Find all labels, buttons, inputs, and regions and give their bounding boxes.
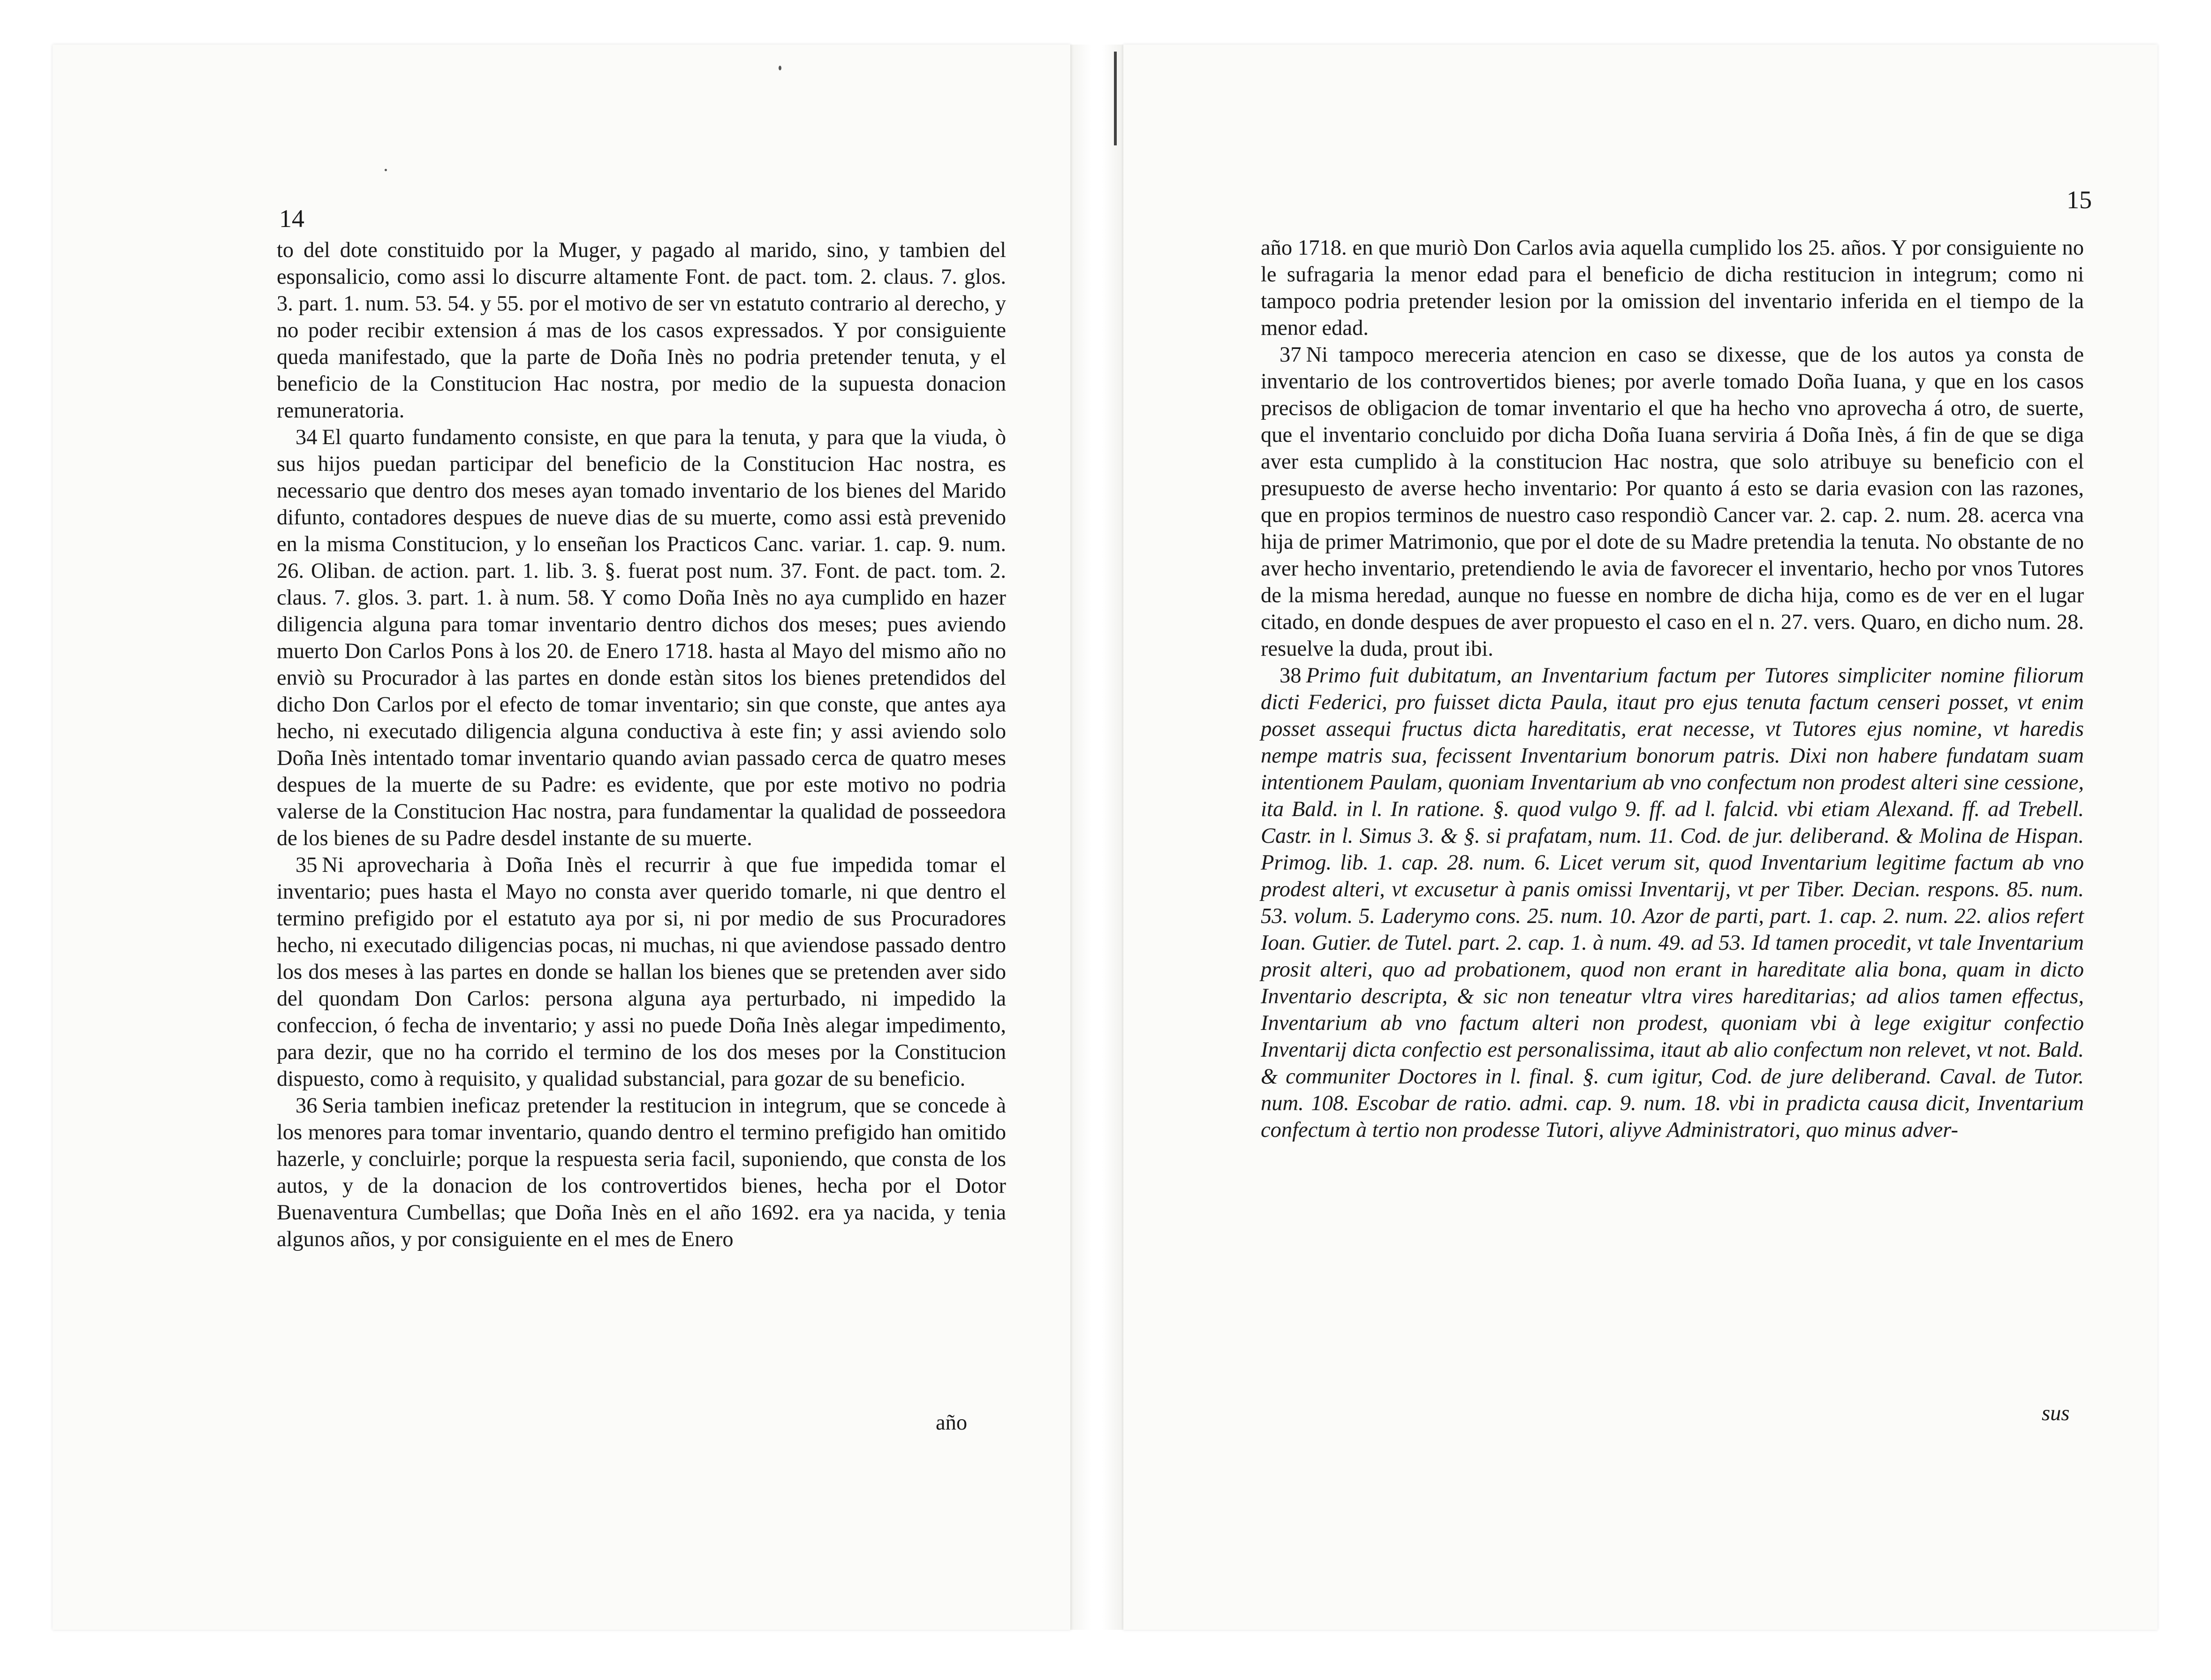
paragraph-number: 36 bbox=[295, 1094, 318, 1118]
paragraph-continued: to del dote constituido por la Muger, y pagado al marido, sino, y tambien del esponsalicio, como assi lo discurre altamente Font. de pact. tom. 2. claus. 7. glos. 3. part. 1. num. 53. 54. y 55. por el motivo de ser vn estatuto contrario al derecho, y no poder recibir extension á mas de los casos expressados. Y por consiguiente queda manifestado, que la parte de Doña Inès no podria pretender tenuta, y el beneficio de la Constitucion Hac nostra, por medio de la supuesta donacion remuneratoria. bbox=[277, 238, 1006, 423]
paragraph-number: 34 bbox=[295, 425, 318, 449]
page-number-left: 14 bbox=[279, 204, 304, 233]
catchword-right: sus bbox=[2042, 1401, 2070, 1425]
paragraph-38-latin-quote: 38 Primo fuit dubitatum, an Inventarium factum per Tutores simpliciter nomine filiorum dicti Federici, pro fuisset dicta Paula, itaut pro ejus tenuta factum censeri posset, vt enim posset assequi fructus dicta hareditatis, erat necesse, vt Tutores ejus nomine, vt haredis nempe matris sua, fecissent Inventarium bonorum patris. Dixi non habere fundatam suam intentionem Paulam, quoniam Inventarium ab vno confectum non prodest alteri sine cessione, ita Bald. in l. In ratione. §. quod vulgo 9. ff. ad l. falcid. vbi etiam Alexand. ff. ad Trebell. Castr. in l. Simus 3. & §. si prafatam, num. 11. Cod. de jur. deliberand. & Molina de Hispan. Primog. lib. 1. cap. 28. num. 6. Licet verum sit, quod Inventarium legitime factum ab vno prodest alteri, vt excusetur à panis omissi Inventarij, vt per Tiber. Decian. respons. 85. num. 53. volum. 5. Laderymo cons. 25. num. 10. Azor de parti, part. 1. cap. 2. num. 22. alios refert Ioan. Gutier. de Tutel. part. 2. cap. 1. à num. 49. ad 53. Id tamen procedit, vt tale Inventarium prosit alteri, quo ad probationem, quod non erant in hareditate alia bona, quam in dicto Inventario descripta, & sic non teneatur vltra vires hareditarias; ad alios tamen effectus, Inventarium ab vno factum alteri non prodest, quoniam vbi à lege exigitur confectio Inventarij dicta confectio est personalissima, itaut ab alio confectum non relevet, vt not. Bald. & communiter Doctores in l. final. §. cum igitur, Cod. de jure deliberand. Caval. de Tutor. num. 108. Escobar de ratio. admi. cap. 9. num. 18. vbi in pradicta causa dicit, Inventarium confectum à tertio non prodesse Tutori, aliyve Administratori, quo minus adver- bbox=[1261, 664, 2084, 1142]
right-page bbox=[1123, 45, 2158, 1630]
page-number-right: 15 bbox=[2067, 186, 2092, 214]
right-page-text bbox=[1261, 235, 2084, 1143]
paragraph-number: 38 bbox=[1280, 664, 1302, 688]
left-page bbox=[53, 45, 1071, 1630]
gutter-shadow-mark bbox=[1114, 52, 1117, 145]
paragraph-35: 35 Ni aprovecharia à Doña Inès el recurrir à que fue impedida tomar el inventario; pues hasta el Mayo no consta aver querido tomarle, ni que dentro el termino prefigido por el estatuto aya por si, ni por medio de sus Procuradores hecho, ni executado diligencias pocas, ni muchas, ni que aviendose passado dentro los dos meses à las partes en donde se hallan los bienes que se pretenden aver sido del quondam Don Carlos: persona alguna aya perturbado, ni impedido la confeccion, ó fecha de inventario; y assi no puede Doña Inès alegar impedimento, para dezir, que no ha corrido el termino de los dos meses por la Constitucion dispuesto, como à requisito, y qualidad substancial, para gozar de su beneficio. bbox=[277, 853, 1006, 1091]
catchword-left: año bbox=[936, 1411, 968, 1435]
book-gutter bbox=[1070, 45, 1123, 1630]
ink-speck bbox=[385, 169, 387, 171]
left-page-text bbox=[277, 237, 1006, 1253]
paragraph-36: 36 Seria tambien ineficaz pretender la restitucion in integrum, que se concede à los menores para tomar inventario, quando dentro el termino prefigido han omitido hazerle, y concluirle; porque la respuesta seria facil, suponiendo, que consta de los autos, y de la donacion de los controvertidos bienes, hecha por el Dotor Buenaventura Cumbellas; que Doña Inès en el año 1692. era ya nacida, y tenia algunos años, y por consiguiente en el mes de Enero bbox=[277, 1094, 1006, 1251]
paragraph-34: 34 El quarto fundamento consiste, en que para la tenuta, y para que la viuda, ò sus hijos puedan participar del beneficio de la Constitucion Hac nostra, es necessario que dentro dos meses ayan tomado inventario de los bienes del Marido difunto, contadores despues de nueve dias de su muerte, como assi està prevenido en la misma Constitucion, y lo enseñan los Practicos Canc. variar. 1. cap. 9. num. 26. Oliban. de action. part. 1. lib. 3. §. fuerat post num. 37. Font. de pact. tom. 2. claus. 7. glos. 3. part. 1. à num. 58. Y como Doña Inès no aya cumplido en hazer diligencia alguna para tomar inventario dentro dichos dos meses; pues aviendo muerto Don Carlos Pons à los 20. de Enero 1718. hasta al Mayo del mismo año no enviò su Procurador à las partes en donde estàn sitos los bienes pretendidos del dicho Don Carlos por el efecto de tomar inventario; sin que conste, que antes aya hecho, ni executado diligencia alguna conductiva à este fin; y assi aviendo solo Doña Inès intentado tomar inventario quando avian passado cerca de quatro meses despues de la muerte de su Padre: es evidente, que por este motivo no podria valerse de la Constitucion Hac nostra, para fundamentar la qualidad de posseedora de los bienes de su Padre desdel instante de su muerte. bbox=[277, 425, 1006, 850]
paragraph-number: 35 bbox=[295, 853, 318, 877]
paragraph-number: 37 bbox=[1280, 343, 1302, 367]
ink-speck bbox=[779, 66, 781, 70]
paragraph-37: 37 Ni tampoco mereceria atencion en caso se dixesse, que de los autos ya consta de inventario de los controvertidos bienes; por averle tomado Doña Iuana, y que en los casos precisos de obligacion de tomar inventario el que ha hecho vno aprovecha á otro, de suerte, que el inventario concluido por dicha Doña Iuana serviria á Doña Inès, á fin de que se diga aver esta cumplido à la constitucion Hac nostra, que solo atribuye su beneficio con el presupuesto de averse hecho inventario: Por quanto á esto se daria evasion con las razones, que en propios terminos de nuestro caso respondiò Cancer var. 2. cap. 2. num. 28. acerca vna hija de primer Matrimonio, que por el dote de su Madre pretendia la tenuta. No obstante de no aver hecho inventario, pretendiendo le avia de favorecer el inventario, hecho por vnos Tutores de la misma heredad, aunque no fuesse en nombre de dicha hija, como es de ver en el lugar citado, en donde despues de aver propuesto el caso en el n. 27. vers. Quaro, en dicho num. 28. resuelve la duda, prout ibi. bbox=[1261, 343, 2084, 661]
paragraph-continued: año 1718. en que muriò Don Carlos avia aquella cumplido los 25. años. Y por consiguiente no le sufragaria la menor edad para el beneficio de dicha restitucion in integrum; como ni tampoco podria pretender lesion por la omission del inventario inferida en el tiempo de la menor edad. bbox=[1261, 236, 2084, 340]
